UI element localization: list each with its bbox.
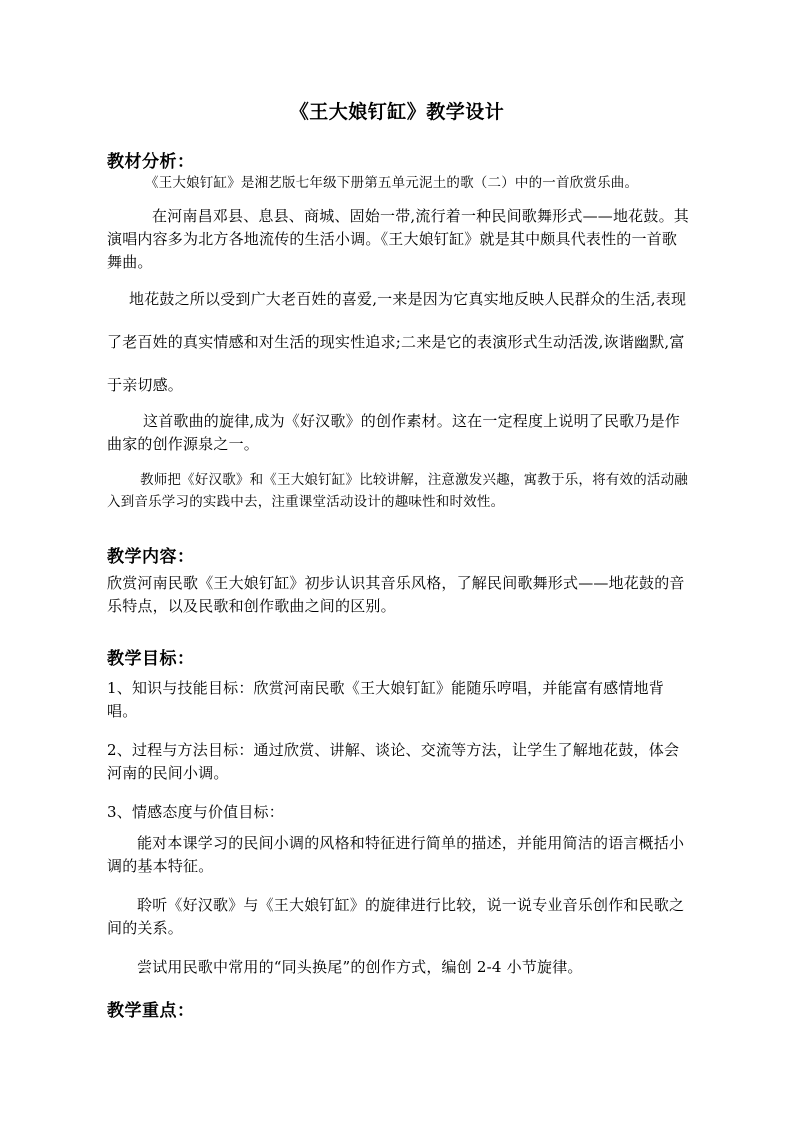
analysis-paragraph: 《王大娘钉缸》是湘艺版七年级下册第五单元泥土的歌（二）中的一首欣赏乐曲。 (145, 175, 639, 191)
content-paragraph: 欣赏河南民歌《王大娘钉缸》初步认识其音乐风格，了解民间歌舞形式——地花鼓的音乐特点，以及民歌和创作歌曲之间的区别。 (107, 574, 685, 615)
goal-paragraph: 1、知识与技能目标：欣赏河南民歌《王大娘钉缸》能随乐哼唱，并能富有感情地背唱。 (107, 679, 664, 720)
section-heading-key-points: 教学重点： (107, 1001, 195, 1021)
goal-paragraph: 2、过程与方法目标：通过欣赏、讲解、谈论、交流等方法，让学生了解地花鼓，体会河南的民间小调。 (107, 741, 680, 782)
goal-paragraph: 能对本课学习的民间小调的风格和特征进行简单的描述，并能用简洁的语言概括小调的基本特征。 (107, 834, 685, 875)
document-title: 《王大娘钉缸》教学设计 (289, 101, 505, 123)
goal-paragraph: 3、情感态度与价值目标： (107, 803, 284, 821)
analysis-paragraph: 教师把《好汉歌》和《王大娘钉缸》比较讲解，注意激发兴趣，寓教于乐，将有效的活动融入到音乐学习的实践中去，注重课堂活动设计的趣味性和时效性。 (107, 472, 688, 510)
section-heading-content: 教学内容： (107, 547, 195, 567)
analysis-paragraph: 地花鼓之所以受到广大老百姓的喜爱,一来是因为它真实地反映人民群众的生活,表现了老百姓的真实情感和对生活的现实性追求;二来是它的表演形式生动活泼,诙谐幽默,富于亲切感。 (107, 290, 687, 394)
analysis-paragraph: 在河南昌邓县、息县、商城、固始一带,流行着一种民间歌舞形式——地花鼓。其演唱内容多为北方各地流传的生活小调。《王大娘钉缸》就是其中颇具代表性的一首歌舞曲。 (107, 207, 689, 271)
section-heading-analysis: 教材分析： (107, 152, 195, 172)
goal-paragraph: 聆听《好汉歌》与《王大娘钉缸》的旋律进行比较，说一说专业音乐创作和民歌之间的关系。 (107, 896, 685, 937)
section-heading-goals: 教学目标： (107, 649, 195, 669)
goal-paragraph: 尝试用民歌中常用的“同头换尾”的创作方式，编创 2-4 小节旋律。 (137, 958, 583, 976)
analysis-paragraph: 这首歌曲的旋律,成为《好汉歌》的创作素材。这在一定程度上说明了民歌乃是作曲家的创作源泉之一。 (107, 412, 680, 453)
